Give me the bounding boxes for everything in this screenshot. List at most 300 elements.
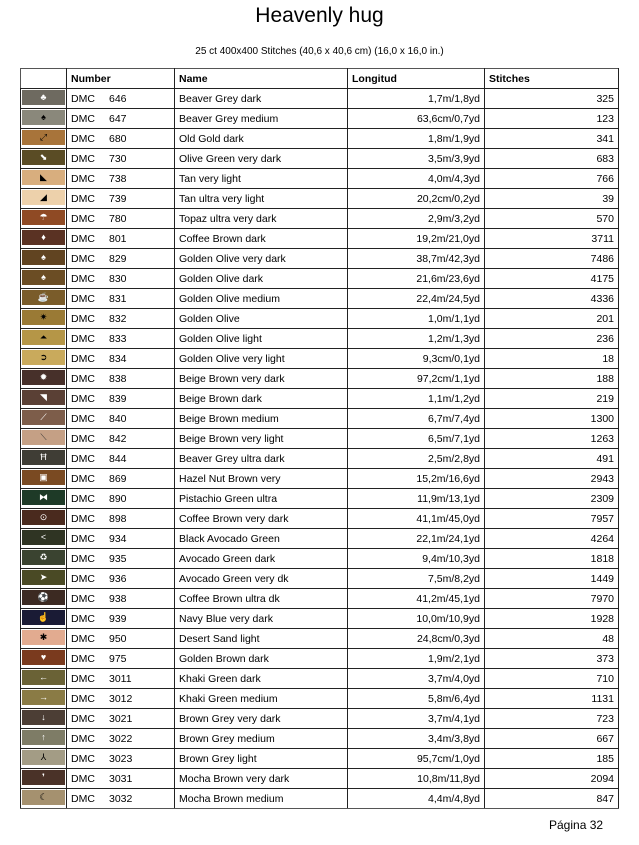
floss-number <box>67 89 175 109</box>
floss-brand: DMC <box>71 652 95 665</box>
color-swatch-cell <box>21 149 67 169</box>
color-swatch <box>22 530 65 545</box>
color-swatch <box>22 390 65 405</box>
floss-brand: DMC <box>71 732 95 745</box>
floss-length: 4,0m/4,3yd <box>348 169 485 189</box>
spade-icon: ♠ <box>41 112 46 122</box>
floss-length: 5,8m/6,4yd <box>348 689 485 709</box>
recycle-icon: ♻ <box>39 552 48 562</box>
floss-brand: DMC <box>71 712 95 725</box>
color-swatch <box>22 410 65 425</box>
color-swatch <box>22 610 65 625</box>
header-length: Longitud <box>348 69 485 89</box>
floss-name: Coffee Brown dark <box>175 229 348 249</box>
floss-brand: DMC <box>71 512 95 525</box>
floss-name: Beige Brown medium <box>175 409 348 429</box>
floss-number <box>67 209 175 229</box>
color-swatch-cell <box>21 189 67 209</box>
floss-name: Golden Olive dark <box>175 269 348 289</box>
floss-number <box>67 249 175 269</box>
table-row <box>21 769 619 789</box>
floss-brand: DMC <box>71 452 95 465</box>
color-swatch-cell <box>21 709 67 729</box>
floss-code: 936 <box>109 572 127 585</box>
floss-stitches: 219 <box>485 389 619 409</box>
floss-brand: DMC <box>71 232 95 245</box>
stairs-down-icon: ⟍ <box>40 432 47 442</box>
floss-stitches: 3711 <box>485 229 619 249</box>
floss-brand: DMC <box>71 752 95 765</box>
color-swatch-cell <box>21 109 67 129</box>
less-than-icon: < <box>40 532 47 542</box>
floss-brand: DMC <box>71 612 95 625</box>
floss-name: Tan very light <box>175 169 348 189</box>
floss-code: 646 <box>109 92 127 105</box>
color-swatch <box>22 570 65 585</box>
floss-number <box>67 489 175 509</box>
color-swatch-cell <box>21 429 67 449</box>
floss-brand: DMC <box>71 132 95 145</box>
color-swatch <box>22 490 65 505</box>
drop-icon: ♠ <box>41 252 46 262</box>
floss-code: 844 <box>109 452 127 465</box>
floss-number <box>67 189 175 209</box>
floss-stitches: 1449 <box>485 569 619 589</box>
floss-code: 730 <box>109 152 127 165</box>
floss-length: 19,2m/21,0yd <box>348 229 485 249</box>
floss-number <box>67 429 175 449</box>
floss-name: Khaki Green medium <box>175 689 348 709</box>
color-swatch <box>22 650 65 665</box>
table-row <box>21 189 619 209</box>
triangle-upper-right-icon: ◥ <box>40 392 47 402</box>
color-swatch <box>22 250 65 265</box>
color-swatch-cell <box>21 749 67 769</box>
floss-length: 20,2cm/0,2yd <box>348 189 485 209</box>
floss-code: 801 <box>109 232 127 245</box>
floss-number <box>67 149 175 169</box>
square-icon: ▣ <box>39 472 48 482</box>
floss-name: Golden Olive very light <box>175 349 348 369</box>
floss-number <box>67 629 175 649</box>
color-swatch-cell <box>21 649 67 669</box>
floss-name: Topaz ultra very dark <box>175 209 348 229</box>
floss-stitches: 491 <box>485 449 619 469</box>
header-number: Number <box>67 69 175 89</box>
floss-code: 938 <box>109 592 127 605</box>
floss-length: 63,6cm/0,7yd <box>348 109 485 129</box>
floss-stitches: 18 <box>485 349 619 369</box>
floss-code: 738 <box>109 172 127 185</box>
floss-code: 3022 <box>109 732 133 745</box>
floss-brand: DMC <box>71 192 95 205</box>
floss-brand: DMC <box>71 412 95 425</box>
floss-brand: DMC <box>71 672 95 685</box>
table-row <box>21 689 619 709</box>
stairs-icon: ⟋ <box>40 412 47 422</box>
floss-number <box>67 349 175 369</box>
table-row <box>21 549 619 569</box>
floss-stitches: 4175 <box>485 269 619 289</box>
floss-length: 1,1m/1,2yd <box>348 389 485 409</box>
color-swatch <box>22 170 65 185</box>
floss-code: 934 <box>109 532 127 545</box>
color-swatch <box>22 430 65 445</box>
floss-stitches: 123 <box>485 109 619 129</box>
color-swatch <box>22 330 65 345</box>
floss-code: 869 <box>109 472 127 485</box>
floss-length: 2,9m/3,2yd <box>348 209 485 229</box>
floss-brand: DMC <box>71 632 95 645</box>
floss-code: 780 <box>109 212 127 225</box>
floss-brand: DMC <box>71 392 95 405</box>
floss-name: Coffee Brown ultra dk <box>175 589 348 609</box>
floss-brand: DMC <box>71 292 95 305</box>
floss-code: 838 <box>109 372 127 385</box>
floss-number <box>67 649 175 669</box>
floss-stitches: 1131 <box>485 689 619 709</box>
floss-brand: DMC <box>71 772 95 785</box>
table-row <box>21 349 619 369</box>
floss-number <box>67 449 175 469</box>
floss-brand: DMC <box>71 312 95 325</box>
floss-code: 935 <box>109 552 127 565</box>
table-row <box>21 269 619 289</box>
table-row <box>21 449 619 469</box>
triangle-lower-left-icon: ◣ <box>40 172 47 182</box>
floss-length: 95,7cm/1,0yd <box>348 749 485 769</box>
color-swatch <box>22 470 65 485</box>
floss-stitches: 570 <box>485 209 619 229</box>
color-swatch <box>22 110 65 125</box>
floss-stitches: 766 <box>485 169 619 189</box>
color-swatch-cell <box>21 349 67 369</box>
floss-name: Brown Grey medium <box>175 729 348 749</box>
floss-code: 739 <box>109 192 127 205</box>
color-swatch-cell <box>21 469 67 489</box>
color-swatch <box>22 270 65 285</box>
floss-length: 9,4m/10,3yd <box>348 549 485 569</box>
color-swatch <box>22 550 65 565</box>
heart-icon: ♥ <box>40 652 47 662</box>
floss-brand: DMC <box>71 432 95 445</box>
floss-length: 21,6m/23,6yd <box>348 269 485 289</box>
feather-icon: ❜ <box>42 772 45 782</box>
color-swatch <box>22 670 65 685</box>
floss-brand: DMC <box>71 372 95 385</box>
floss-name: Golden Brown dark <box>175 649 348 669</box>
floss-length: 11,9m/13,1yd <box>348 489 485 509</box>
floss-length: 2,5m/2,8yd <box>348 449 485 469</box>
color-swatch <box>22 750 65 765</box>
table-row <box>21 109 619 129</box>
floss-stitches: 4336 <box>485 289 619 309</box>
table-row <box>21 669 619 689</box>
floss-name: Beaver Grey dark <box>175 89 348 109</box>
floss-length: 24,8cm/0,3yd <box>348 629 485 649</box>
floss-number <box>67 529 175 549</box>
color-swatch-cell <box>21 229 67 249</box>
floss-name: Avocado Green very dk <box>175 569 348 589</box>
floss-length: 1,8m/1,9yd <box>348 129 485 149</box>
header-symbol <box>21 69 67 89</box>
table-row <box>21 289 619 309</box>
floss-code: 3032 <box>109 792 133 805</box>
sun-icon: ✹ <box>39 372 48 382</box>
color-swatch <box>22 710 65 725</box>
floss-brand: DMC <box>71 252 95 265</box>
floss-stitches: 48 <box>485 629 619 649</box>
color-swatch <box>22 630 65 645</box>
color-swatch-cell <box>21 569 67 589</box>
floss-name: Avocado Green dark <box>175 549 348 569</box>
floss-number <box>67 789 175 809</box>
table-row <box>21 529 619 549</box>
arrow-down-icon: ↓ <box>41 712 46 722</box>
floss-name: Coffee Brown very dark <box>175 509 348 529</box>
floss-code: 898 <box>109 512 127 525</box>
table-row <box>21 149 619 169</box>
floss-stitches: 201 <box>485 309 619 329</box>
floss-number <box>67 289 175 309</box>
table-row <box>21 89 619 109</box>
floss-number <box>67 769 175 789</box>
ball-icon: ⚽ <box>37 592 50 602</box>
floss-stitches: 188 <box>485 369 619 389</box>
floss-name: Desert Sand light <box>175 629 348 649</box>
table-row <box>21 389 619 409</box>
table-row <box>21 509 619 529</box>
floss-code: 950 <box>109 632 127 645</box>
color-swatch-cell <box>21 389 67 409</box>
floss-stitches: 710 <box>485 669 619 689</box>
color-swatch <box>22 510 65 525</box>
floss-stitches: 667 <box>485 729 619 749</box>
color-swatch <box>22 130 65 145</box>
color-swatch <box>22 310 65 325</box>
floss-number <box>67 569 175 589</box>
floss-length: 3,7m/4,0yd <box>348 669 485 689</box>
circle-dot-icon: ⊙ <box>39 512 48 522</box>
color-swatch-cell <box>21 509 67 529</box>
floss-name: Beige Brown dark <box>175 389 348 409</box>
floss-stitches: 2309 <box>485 489 619 509</box>
floss-number <box>67 269 175 289</box>
floss-code: 833 <box>109 332 127 345</box>
floss-length: 6,7m/7,4yd <box>348 409 485 429</box>
floss-code: 830 <box>109 272 127 285</box>
diagonal-arrow-icon: ⬊ <box>39 152 48 162</box>
floss-length: 15,2m/16,6yd <box>348 469 485 489</box>
floss-number <box>67 749 175 769</box>
floss-name: Golden Olive medium <box>175 289 348 309</box>
color-swatch-cell <box>21 589 67 609</box>
floss-length: 3,5m/3,9yd <box>348 149 485 169</box>
table-row <box>21 609 619 629</box>
table-row <box>21 409 619 429</box>
color-swatch-cell <box>21 369 67 389</box>
color-swatch <box>22 290 65 305</box>
floss-length: 1,7m/1,8yd <box>348 89 485 109</box>
floss-code: 3011 <box>109 672 132 685</box>
floss-length: 3,7m/4,1yd <box>348 709 485 729</box>
floss-brand: DMC <box>71 172 95 185</box>
floss-length: 1,2m/1,3yd <box>348 329 485 349</box>
page-number: Página 32 <box>549 818 604 832</box>
floss-stitches: 7957 <box>485 509 619 529</box>
floss-name: Khaki Green dark <box>175 669 348 689</box>
table-row <box>21 229 619 249</box>
color-swatch-cell <box>21 129 67 149</box>
floss-length: 10,8m/11,8yd <box>348 769 485 789</box>
floss-name: Golden Olive very dark <box>175 249 348 269</box>
floss-stitches: 1928 <box>485 609 619 629</box>
floss-stitches: 1818 <box>485 549 619 569</box>
floss-name: Old Gold dark <box>175 129 348 149</box>
color-swatch-cell <box>21 269 67 289</box>
color-swatch-cell <box>21 209 67 229</box>
floss-length: 97,2cm/1,1yd <box>348 369 485 389</box>
floss-code: 680 <box>109 132 127 145</box>
color-swatch <box>22 230 65 245</box>
floss-name: Beige Brown very light <box>175 429 348 449</box>
table-row <box>21 129 619 149</box>
figure-icon: ♦ <box>41 232 46 242</box>
floss-brand: DMC <box>71 592 95 605</box>
floss-length: 4,4m/4,8yd <box>348 789 485 809</box>
floss-length: 1,0m/1,1yd <box>348 309 485 329</box>
floss-code: 3031 <box>109 772 133 785</box>
diagonal-arrows-icon: ⤢ <box>39 132 48 142</box>
floss-stitches: 373 <box>485 649 619 669</box>
color-swatch-cell <box>21 249 67 269</box>
floss-brand: DMC <box>71 332 95 345</box>
floss-number <box>67 549 175 569</box>
floss-brand: DMC <box>71 272 95 285</box>
floss-name: Golden Olive <box>175 309 348 329</box>
floss-stitches: 1263 <box>485 429 619 449</box>
floss-code: 842 <box>109 432 127 445</box>
floss-code: 3023 <box>109 752 133 765</box>
floss-code: 975 <box>109 652 127 665</box>
floss-brand: DMC <box>71 552 95 565</box>
color-swatch <box>22 350 65 365</box>
cup-icon: ☕ <box>37 292 50 302</box>
umbrella-icon: ☂ <box>39 212 48 222</box>
floss-brand: DMC <box>71 792 95 805</box>
floss-length: 38,7m/42,3yd <box>348 249 485 269</box>
color-swatch <box>22 690 65 705</box>
floss-number <box>67 609 175 629</box>
triangle-lower-right-icon: ◢ <box>40 192 47 202</box>
floss-code: 831 <box>109 292 127 305</box>
floss-stitches: 4264 <box>485 529 619 549</box>
floss-brand: DMC <box>71 112 95 125</box>
table-row <box>21 249 619 269</box>
header-name: Name <box>175 69 348 89</box>
color-swatch-cell <box>21 629 67 649</box>
color-swatch <box>22 450 65 465</box>
floss-stitches: 2943 <box>485 469 619 489</box>
bowtie-icon: ⧓ <box>39 492 48 502</box>
floss-brand: DMC <box>71 152 95 165</box>
floss-stitches: 683 <box>485 149 619 169</box>
floss-number <box>67 709 175 729</box>
floss-brand: DMC <box>71 472 95 485</box>
header-stitches: Stitches <box>485 69 619 89</box>
table-row <box>21 309 619 329</box>
floss-length: 7,5m/8,2yd <box>348 569 485 589</box>
color-swatch <box>22 770 65 785</box>
color-swatch <box>22 210 65 225</box>
color-swatch <box>22 370 65 385</box>
floss-length: 41,2m/45,1yd <box>348 589 485 609</box>
arrow-right-icon: → <box>39 692 48 702</box>
ladder-icon: Ħ <box>40 452 47 462</box>
boot-icon: ☾ <box>39 792 48 802</box>
color-swatch <box>22 790 65 805</box>
floss-name: Beige Brown very dark <box>175 369 348 389</box>
floss-number <box>67 309 175 329</box>
asterisk-icon: ✱ <box>39 632 48 642</box>
table-row <box>21 729 619 749</box>
floss-length: 41,1m/45,0yd <box>348 509 485 529</box>
floss-stitches: 847 <box>485 789 619 809</box>
swirl-icon: ➲ <box>39 352 48 362</box>
floss-number <box>67 369 175 389</box>
color-swatch <box>22 150 65 165</box>
table-row <box>21 749 619 769</box>
star-burst-icon: ✷ <box>39 312 48 322</box>
table-row <box>21 569 619 589</box>
floss-name: Golden Olive light <box>175 329 348 349</box>
floss-name: Beaver Grey medium <box>175 109 348 129</box>
table-row <box>21 789 619 809</box>
floss-code: 839 <box>109 392 127 405</box>
table-row <box>21 489 619 509</box>
floss-number <box>67 509 175 529</box>
floss-name: Hazel Nut Brown very <box>175 469 348 489</box>
floss-name: Olive Green very dark <box>175 149 348 169</box>
floss-name: Beaver Grey ultra dark <box>175 449 348 469</box>
floss-brand: DMC <box>71 92 95 105</box>
dome-icon: ⏶ <box>39 332 48 342</box>
tripod-icon: ⅄ <box>40 752 47 762</box>
table-row <box>21 169 619 189</box>
color-swatch-cell <box>21 729 67 749</box>
table-row <box>21 629 619 649</box>
floss-stitches: 185 <box>485 749 619 769</box>
floss-stitches: 341 <box>485 129 619 149</box>
floss-stitches: 723 <box>485 709 619 729</box>
arrowhead-right-icon: ➤ <box>39 572 48 582</box>
table-row <box>21 709 619 729</box>
table-row <box>21 369 619 389</box>
floss-length: 1,9m/2,1yd <box>348 649 485 669</box>
color-swatch-cell <box>21 789 67 809</box>
color-swatch <box>22 730 65 745</box>
color-swatch <box>22 590 65 605</box>
table-row <box>21 649 619 669</box>
floss-brand: DMC <box>71 572 95 585</box>
floss-stitches: 236 <box>485 329 619 349</box>
floss-brand: DMC <box>71 532 95 545</box>
color-swatch-cell <box>21 449 67 469</box>
floss-code: 3021 <box>109 712 133 725</box>
table-row <box>21 329 619 349</box>
floss-name: Black Avocado Green <box>175 529 348 549</box>
floss-length: 10,0m/10,9yd <box>348 609 485 629</box>
